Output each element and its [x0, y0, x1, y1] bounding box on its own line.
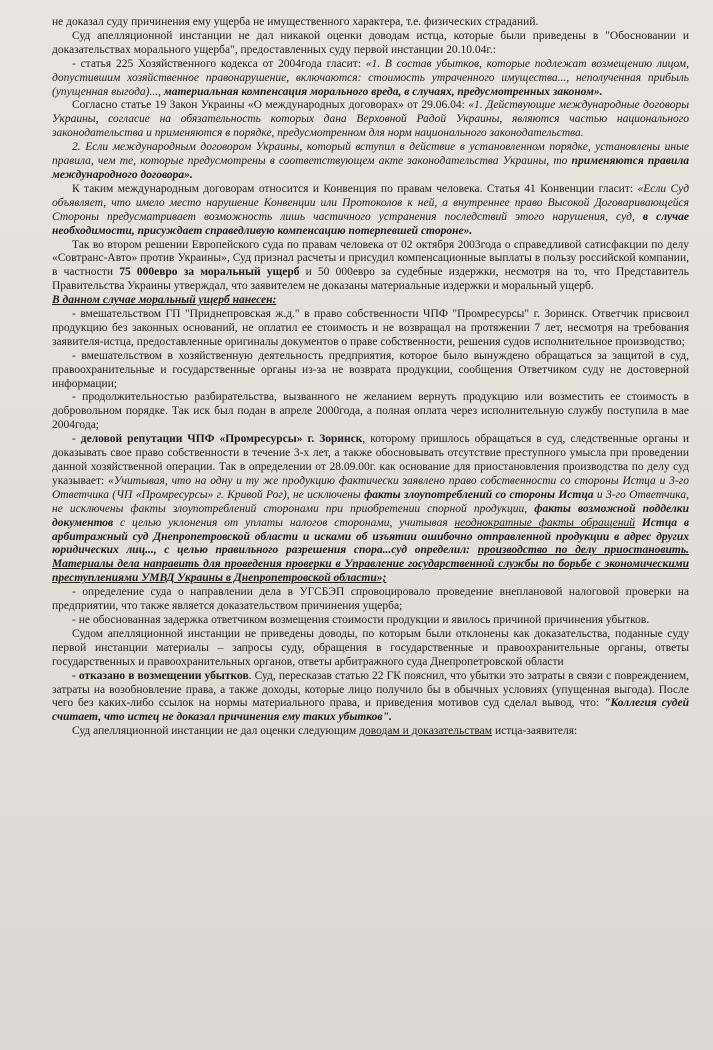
paragraph-echr-decision: Так во втором решении Европейского суда по правам человека от 02 октября 2003года о справедливой сатисфакции по делу «Совтранс-Авто» против Украины», Суд признал расчеты и присудил компенсационные выплаты в пользу российской компании, в частности 75 000евро за моральный ущерб и 50 000евро за судебные издержки, несмотря на то, что Представитель Правительства Украины утверждал, что заявителем не доказаны материальные издержки и моральный ущерб. — [52, 238, 689, 293]
paragraph-business-reputation: - деловой репутации ЧПФ «Промресурсы» г. Зоринск, которому пришлось обращаться в суд, следственные органы и доказывать свое право собственности в течение 3-х лет, а также обосновывать отсутствие преступного умысла при проведении данной хозяйственной операции. Так в определении от 28.09.00г. как основание для приостановления производства по делу суд указывает: «Учитывая, что на одну и ту же продукцию фактически заявлено право собственности со стороны Истца и 3-го Ответчика (ЧП «Промресурсы» г. Кривой Рог), не исключены факты злоупотреблений со стороны Истца и 3-го Ответчика, не исключены факты злоупотреблений сторонами при приобретении спорной продукции, факты возможной подделки документов с целью уклонения от уплаты налогов сторонами, учитывая неоднократные факты обращений Истца в арбитражный суд Днепропетровской области и исками об изъятии ошибочно отправленной продукции в адрес других юридических лиц..., с целью правильного разрешения спора...суд определил: производство по делу приостановить. Материалы дела направить для проведения проверки в Управление государственной службы по борьбе с экономическими преступлениями УМВД Украины в Днепропетровской области»; — [52, 433, 690, 585]
paragraph-damages-refused: - отказано в возмещении убытков. Суд, пересказав статью 22 ГК пояснил, что убытки это затраты в связи с повреждением, затраты на возобновление права, а также доходы, которые лицо получило бы в обычных условиях (упущенная выгода). После чего без каких-либо ссылок на нормы материального права, и приведения мотивов суд сделал вывод, что: "Коллегия судей считает, что истец не доказал причинения ему таких убытков". — [52, 669, 690, 724]
paragraph-delay: - не обоснованная задержка ответчиком возмещения стоимости продукции и явилось причиной причинения убытков. — [72, 613, 650, 626]
section-heading: В данном случае моральный ущерб нанесен: — [52, 294, 277, 307]
paragraph-ownership-interference: - вмешательством ГП "Приднепровская ж.д." в право собственности ЧПФ "Промресурсы" г. Зоринск. Ответчик присвоил продукцию без законных оснований, не оплатил ее стоимость и не возвращал на протяжении 7 лет, несмотря на требования заявителя-истца, предоставленные оригиналы документов о праве собственности, решения судов исполнительное производство; — [52, 308, 689, 348]
document-body — [52, 16, 689, 739]
paragraph-appeal-no-assessment: Суд апелляционной инстанции не дал никакой оценки доводам истца, которые были приведены в "Обосновании и доказательствах морального ущерба", предоставленных суду первой инстанции 20.10.04г.: — [52, 29, 689, 56]
paragraph-duration: - продолжительностью разбирательства, вызванного не желанием вернуть продукцию или возместить ее стоимость в добровольном порядке. Так иск был подан в апреле 2000года, а полная оплата через исполнительную службу поступила в мае 2004года; — [52, 391, 689, 432]
paragraph-convention-article-41: К таким международным договорам относится и Конвенция по правам человека. Статья 41 Конвенции гласит: «Если Суд объявляет, что имело место нарушение Конвенции или Протоколов к ней, а внутреннее право Высокой Договаривающейся Стороны предусматривает возможность лишь частичного устранения последствий этого нарушения, суд, в случае необходимости, присуждает справедливую компенсацию потерпевшей стороне». — [52, 182, 690, 237]
paragraph-final: Суд апелляционной инстанции не дал оценки следующим доводам и доказательствам истца-заявителя: — [72, 725, 578, 738]
paragraph-business-interference: - вмешательством в хозяйственную деятельность предприятия, которое было вынуждено обращаться за защитой в суд, правоохранительные и государственные органы из-за не возврата продукции, сообщения Ответчиком суду не достоверной информации; — [52, 349, 689, 390]
paragraph-article-19: Согласно статье 19 Закон Украины «О международных договорах» от 29.06.04: «1. Действующие международные договоры Украины, согласие на обязательность которых дана Верховной Радой Украины, являются частью национального законодательства и применяются в порядке, предусмотренном для норм национального законодательства. — [52, 99, 689, 140]
paragraph-continuation: не доказал суду причинения ему ущерба не имущественного характера, т.е. физических страданий. — [52, 16, 539, 28]
paragraph-article-225: - статья 225 Хозяйственного кодекса от 2004года гласит: «1. В состав убытков, которые подлежат возмещению лицом, допустившим хозяйственное правонарушение, включаются: стоимость утраченного имущества..., неполученная прибыль (упущенная выгода)..., материальная компенсация морального вреда, в случаях, предусмотренных законом». — [52, 57, 689, 98]
paragraph-intl-treaty: 2. Если международным договором Украины, который вступил в действие в установленном порядке, установлены иные правила, чем те, которые предусмотрены в соответствующем акте законодательства Украины, то применяются правила международного договора». — [52, 141, 689, 181]
paragraph-tax-inspection: - определение суда о направлении дела в УГСБЭП спровоцировало проведение внеплановой налоговой проверки на предприятии, что также является доказательством причинения ущерба; — [52, 586, 689, 613]
paragraph-evidence-rejected: Судом апелляционной инстанции не приведены доводы, по которым были отклонены как доказательства, поданные суду первой инстанции материалы – запросы суду, обращения в государственные и правоохранительные органы, ответы государственных и правоохранительных органов, ответы арбитражного суда Днепропетровской области — [52, 627, 689, 668]
